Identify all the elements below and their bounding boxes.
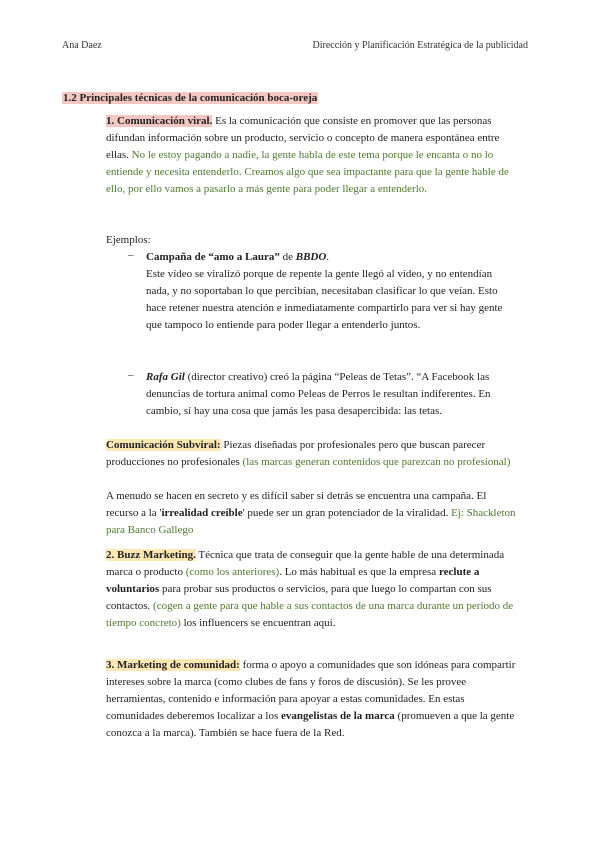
header-course: Dirección y Planificación Estratégica de la publicidad bbox=[312, 40, 528, 51]
example-1-brand: BBDO bbox=[295, 251, 327, 263]
subviral-paragraph-2 bbox=[106, 488, 516, 539]
example-2-text: (director creativo) creó la página “Peleas de Tetas”. “A Facebook las denuncias de tortura animal como Peleas de Perros le resultan indiferentes. En cambio, sí hay una cosa que jamás les pasa desapercibida: las tetas. bbox=[146, 371, 491, 417]
examples-label: Ejemplos: bbox=[106, 234, 151, 246]
buzz-text-3: para probar sus productos o servicios, para que luego lo compartan con sus contactos. bbox=[106, 583, 492, 612]
subviral-text-2a: A menudo se hacen en secreto y es difícil saber si detrás se encuentra una campaña. El recurso a la ' bbox=[106, 490, 487, 519]
subviral-bold: irrealidad creíble bbox=[161, 507, 243, 519]
subviral-paragraph bbox=[106, 437, 516, 471]
buzz-note-2: (cogen a gente para que hable a sus contactos de una marca durante un periodo de tiempo concreto) bbox=[106, 600, 514, 629]
buzz-bold: reclute a voluntarios bbox=[106, 566, 480, 595]
example-1-mid: de bbox=[279, 251, 296, 263]
subviral-text-2c: ' puede ser un gran potenciador de la viralidad. bbox=[242, 507, 449, 519]
buzz-label: 2. Buzz Marketing. bbox=[106, 549, 196, 561]
community-label: 3. Marketing de comunidad: bbox=[106, 659, 240, 671]
buzz-note-1: (como los anteriores) bbox=[185, 566, 280, 578]
community-text-1: forma o apoyo a comunidades que son idóneas para compartir intereses sobre la marca (como clubes de fans y foros de discusión). Se les provee herramientas, contenido e información para apoyar a estas comunidades. En estas comunidades deberemos localizar a los bbox=[106, 659, 516, 722]
buzz-text-2: . Lo más habitual es que la empresa bbox=[279, 566, 439, 578]
viral-text: Es la comunicación que consiste en promover que las personas difundan información sobre un producto, servicio o concepto de manera espontánea entre ellas. bbox=[106, 115, 500, 161]
bullet-dash: – bbox=[128, 249, 134, 261]
subviral-label: Comunicación Subviral: bbox=[106, 439, 221, 451]
example-1-bold: Campaña de “amo a Laura” bbox=[146, 251, 280, 263]
community-bold: evangelistas de la marca bbox=[281, 710, 395, 722]
example-1-text: Este vídeo se viralizó porque de repente la gente llegó al vídeo, y no entendían nada, y no soportaban lo que percibían, necesitaban clasificar lo que veían. Esto hace retener nuestra atención e inmediatamente compartirlo para ver si hay gente que tampoco lo entiende para poder llegar a entenderlo juntos. bbox=[146, 268, 503, 331]
community-text-2: (promueven a que la gente conozca a la marca). También se hace fuera de la Red. bbox=[106, 710, 515, 739]
viral-label: 1. Comunicación viral. bbox=[106, 115, 213, 127]
viral-note: No le estoy pagando a nadie, la gente habla de este tema porque le encanta o no lo entiende y necesita entenderlo. Creamos algo que sea impactante para que la gente hable de ello, por ello vamos a pasarlo a más gente para poder llegar a entenderlo. bbox=[106, 149, 509, 195]
example-1-title bbox=[146, 249, 516, 266]
subviral-text: Piezas diseñadas por profesionales pero que buscan parecer producciones no profesionales bbox=[106, 439, 486, 468]
example-2-name: Rafa Gil bbox=[146, 371, 185, 383]
buzz-paragraph bbox=[106, 547, 516, 632]
section-title: 1.2 Principales técnicas de la comunicación boca-oreja bbox=[63, 92, 318, 104]
viral-paragraph bbox=[106, 113, 516, 198]
example-1-end: . bbox=[326, 251, 330, 263]
header-author: Ana Daez bbox=[62, 40, 102, 51]
subviral-note: (las marcas generan contenidos que parezcan no profesional) bbox=[239, 456, 511, 468]
buzz-text-4: los influencers se encuentran aquí. bbox=[180, 617, 336, 629]
bullet-dash: – bbox=[128, 369, 134, 381]
buzz-text-1: Técnica que trata de conseguir que la gente hable de una determinada marca o producto bbox=[106, 549, 505, 578]
community-paragraph bbox=[106, 657, 518, 742]
subviral-example: Ej: Shackleton para Banco Gallego bbox=[106, 507, 516, 536]
example-2-paragraph bbox=[146, 369, 522, 420]
